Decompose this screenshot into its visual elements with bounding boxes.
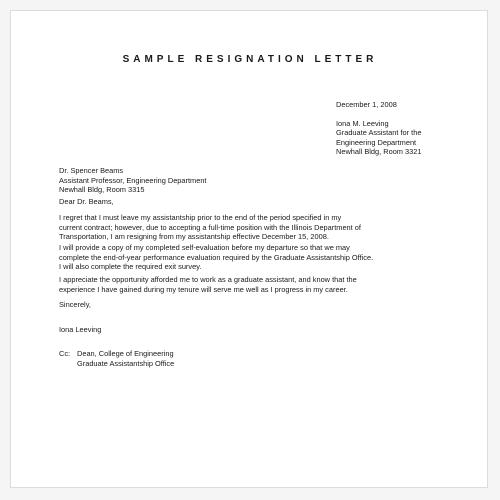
paragraph-line: current contract; however, due to accepting a full-time position with the Illinois Department of (59, 222, 361, 232)
recipient-title: Assistant Professor, Engineering Department (59, 175, 207, 185)
recipient-name: Dr. Spencer Beams (59, 166, 124, 175)
letter-date: December 1, 2008 (336, 100, 397, 109)
sender-department: Engineering Department (336, 137, 417, 147)
cc-recipient-1: Dean, College of Engineering (77, 349, 174, 358)
sender-name: Iona M. Leeving (336, 118, 389, 128)
cc-line-1 (59, 349, 174, 359)
sender-address: Newhall Bldg, Room 3321 (336, 147, 422, 157)
cc-block (59, 349, 174, 368)
paragraph-line: I appreciate the opportunity afforded me to work as a graduate assistant, and know that the (59, 275, 357, 284)
body-paragraph-1 (59, 213, 361, 242)
sender-title: Graduate Assistant for the (336, 128, 422, 138)
letter-title: SAMPLE RESIGNATION LETTER (122, 54, 378, 65)
recipient-address: Newhall Bldg, Room 3315 (59, 185, 145, 195)
cc-recipient-2: Graduate Assistantship Office (77, 358, 175, 368)
signature-name: Iona Leeving (59, 325, 102, 334)
paragraph-line: I will provide a copy of my completed self-evaluation before my departure so that we may (59, 243, 350, 252)
paragraph-line: I regret that I must leave my assistantship prior to the end of the period specified in my (59, 213, 342, 222)
letter-page (10, 10, 488, 488)
paragraph-line: experience I have gained during my tenure will serve me well as I progress in my career. (59, 284, 348, 294)
salutation: Dear Dr. Beams, (59, 197, 114, 206)
paragraph-line: Transportation, I am resigning from my assistantship effective December 15, 2008. (59, 232, 329, 242)
recipient-block (59, 166, 206, 195)
paragraph-line: complete the end-of-year performance evaluation required by the Graduate Assistantship Office. (59, 252, 374, 262)
cc-label: Cc: (59, 349, 71, 358)
body-paragraph-3 (59, 275, 357, 294)
body-paragraph-2 (59, 243, 373, 272)
sender-block (336, 100, 421, 157)
closing: Sincerely, (59, 300, 91, 309)
paragraph-line: I will also complete the required exit survey. (59, 262, 202, 272)
